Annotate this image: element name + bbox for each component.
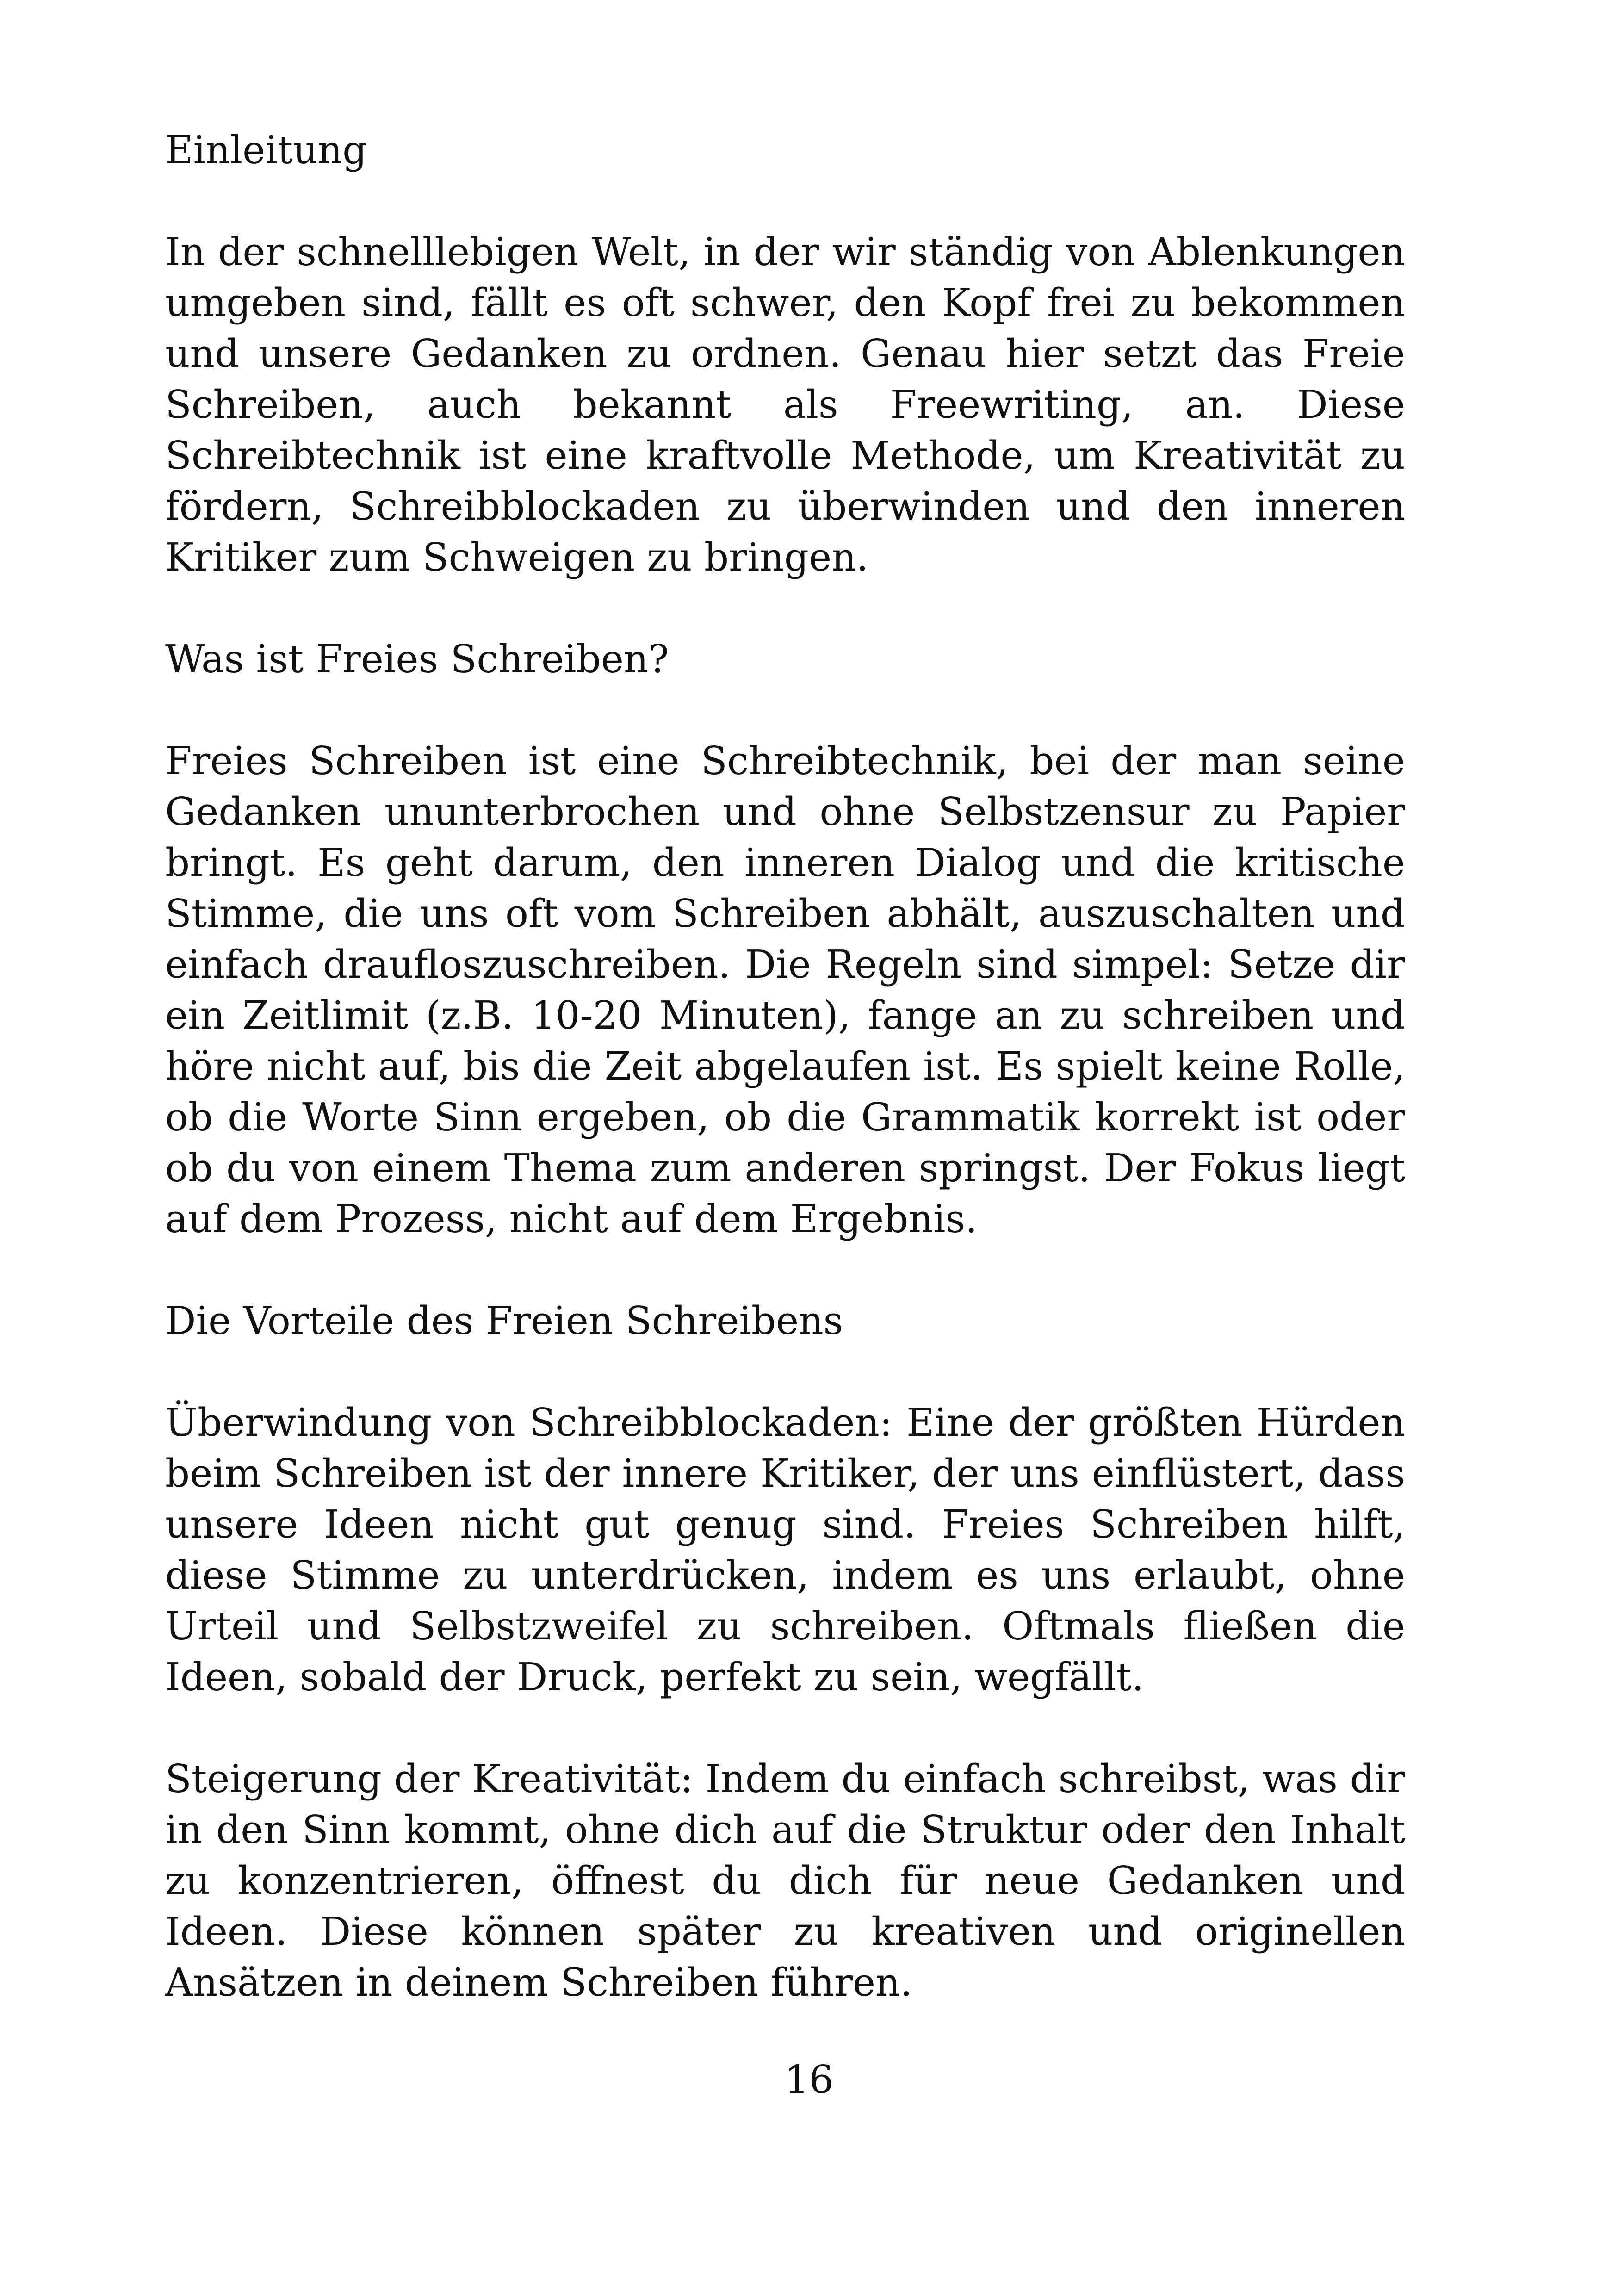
intro-paragraph: In der schnelllebigen Welt, in der wir ständig von Ablenkungen umgeben sind, fällt es oft schwer, den Kopf frei zu bekommen und unsere Gedanken zu ordnen. Genau hier setzt das Freie Schreiben, auch bekannt als Freewriting, an. Diese Schreibtechnik ist eine kraftvolle Methode, um Kreativität zu fördern, Schreibblockaden zu überwinden und den inneren Kritiker zum Schweigen zu bringen. bbox=[165, 230, 1405, 580]
intro-heading: Einleitung bbox=[165, 128, 367, 173]
text-column bbox=[165, 125, 1405, 2008]
benefits-heading: Die Vorteile des Freien Schreibens bbox=[165, 1298, 843, 1343]
what-is-heading: Was ist Freies Schreiben? bbox=[165, 637, 669, 682]
benefit-writers-block-paragraph: Überwindung von Schreibblockaden: Eine der größten Hürden beim Schreiben ist der innere Kritiker, der uns einflüstert, dass unsere Ideen nicht gut genug sind. Freies Schreiben hilft, diese Stimme zu unterdrücken, indem es uns erlaubt, ohne Urteil und Selbstzweifel zu schreiben. Oftmals fließen die Ideen, sobald der Druck, perfekt zu sein, wegfällt. bbox=[165, 1400, 1405, 1700]
what-is-paragraph: Freies Schreiben ist eine Schreibtechnik, bei der man seine Gedanken ununterbrochen und ohne Selbstzensur zu Papier bringt. Es geht darum, den inneren Dialog und die kritische Stimme, die uns oft vom Schreiben abhält, auszuschalten und einfach draufloszuschreiben. Die Regeln sind simpel: Setze dir ein Zeitlimit (z.B. 10-20 Minuten), fange an zu schreiben und höre nicht auf, bis die Zeit abgelaufen ist. Es spielt keine Rolle, ob die Worte Sinn ergeben, ob die Grammatik korrekt ist oder ob du von einem Thema zum anderen springst. Der Fokus liegt auf dem Prozess, nicht auf dem Ergebnis. bbox=[165, 738, 1405, 1241]
benefit-creativity-paragraph: Steigerung der Kreativität: Indem du einfach schreibst, was dir in den Sinn kommt, ohne dich auf die Struktur oder den Inhalt zu konzentrieren, öffnest du dich für neue Gedanken und Ideen. Diese können später zu kreativen und originellen Ansätzen in deinem Schreiben führen. bbox=[165, 1756, 1405, 2005]
page-number: 16 bbox=[784, 2057, 834, 2102]
